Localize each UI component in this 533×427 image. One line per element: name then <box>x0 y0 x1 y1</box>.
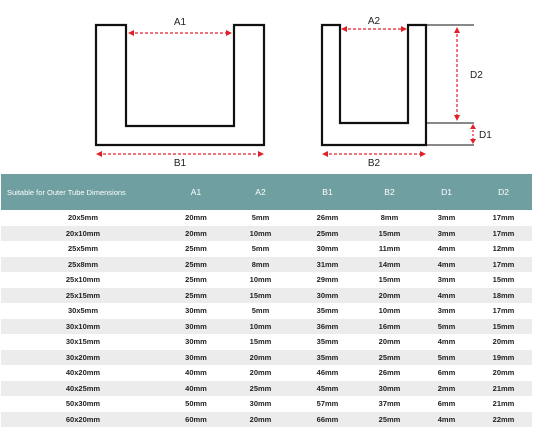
b1-arrow-left <box>96 151 102 157</box>
cell-b1: 29mm <box>294 272 361 288</box>
cell-d1: 6mm <box>418 396 475 412</box>
cell-a1: 20mm <box>165 226 227 242</box>
b2-arrow-right <box>420 151 426 157</box>
cell-a1: 25mm <box>165 241 227 257</box>
cell-a2: 5mm <box>227 303 294 319</box>
table-row <box>1 350 532 366</box>
cell-b1: 35mm <box>294 303 361 319</box>
cell-b2: 37mm <box>361 396 418 412</box>
cell-a1: 30mm <box>165 350 227 366</box>
cell-a1: 40mm <box>165 365 227 381</box>
d1-label: D1 <box>479 130 492 141</box>
a1-label: A1 <box>174 17 187 28</box>
cell-b1: 57mm <box>294 396 361 412</box>
cell-outer-tube: 25x15mm <box>1 288 165 304</box>
a2-arrow-left <box>341 26 347 32</box>
cell-d2: 17mm <box>475 210 532 226</box>
cell-d1: 4mm <box>418 334 475 350</box>
cell-outer-tube: 25x10mm <box>1 272 165 288</box>
cell-b2: 30mm <box>361 381 418 397</box>
cell-b1: 36mm <box>294 319 361 335</box>
cell-d1: 4mm <box>418 257 475 273</box>
cell-b1: 25mm <box>294 226 361 242</box>
cell-d2: 15mm <box>475 319 532 335</box>
cell-a1: 20mm <box>165 210 227 226</box>
cell-a1: 30mm <box>165 319 227 335</box>
table-row <box>1 396 532 412</box>
cell-b1: 35mm <box>294 334 361 350</box>
cell-outer-tube: 25x5mm <box>1 241 165 257</box>
cell-d2: 17mm <box>475 226 532 242</box>
cell-a2: 5mm <box>227 241 294 257</box>
cell-d2: 17mm <box>475 303 532 319</box>
b1-arrow-right <box>258 151 264 157</box>
b2-label: B2 <box>368 158 381 169</box>
cell-a2: 20mm <box>227 350 294 366</box>
cell-a2: 10mm <box>227 319 294 335</box>
cell-a2: 15mm <box>227 288 294 304</box>
cell-b2: 25mm <box>361 350 418 366</box>
header-b1: B1 <box>294 174 361 210</box>
cell-d2: 18mm <box>475 288 532 304</box>
cell-b1: 26mm <box>294 210 361 226</box>
cell-b1: 46mm <box>294 365 361 381</box>
table-header <box>1 174 532 210</box>
left-channel-profile <box>96 25 264 145</box>
cell-b2: 11mm <box>361 241 418 257</box>
cell-a2: 15mm <box>227 334 294 350</box>
table-row <box>1 319 532 335</box>
cell-d2: 17mm <box>475 257 532 273</box>
cell-d1: 4mm <box>418 241 475 257</box>
table-body <box>1 210 532 427</box>
cell-a2: 10mm <box>227 226 294 242</box>
b2-arrow-left <box>322 151 328 157</box>
a2-label: A2 <box>368 16 381 27</box>
cell-b2: 8mm <box>361 210 418 226</box>
cell-d1: 5mm <box>418 319 475 335</box>
d2-arrow-bottom <box>454 115 460 121</box>
cell-d1: 3mm <box>418 226 475 242</box>
table-row <box>1 241 532 257</box>
channel-diagrams <box>0 0 533 172</box>
cell-d1: 3mm <box>418 210 475 226</box>
table-row <box>1 303 532 319</box>
cell-d2: 19mm <box>475 350 532 366</box>
cell-d1: 3mm <box>418 272 475 288</box>
cell-d2: 15mm <box>475 272 532 288</box>
cell-b1: 45mm <box>294 381 361 397</box>
header-a1: A1 <box>165 174 227 210</box>
cell-d2: 12mm <box>475 241 532 257</box>
cell-b1: 30mm <box>294 241 361 257</box>
cell-a2: 30mm <box>227 396 294 412</box>
d2-label: D2 <box>470 70 483 81</box>
cell-a1: 50mm <box>165 396 227 412</box>
cell-outer-tube: 30x15mm <box>1 334 165 350</box>
header-b2: B2 <box>361 174 418 210</box>
cell-outer-tube: 20x10mm <box>1 226 165 242</box>
cell-a1: 25mm <box>165 272 227 288</box>
b1-label: B1 <box>174 158 187 169</box>
cell-b2: 26mm <box>361 365 418 381</box>
cell-outer-tube: 30x5mm <box>1 303 165 319</box>
cell-b2: 15mm <box>361 272 418 288</box>
cell-outer-tube: 50x30mm <box>1 396 165 412</box>
cell-a2: 20mm <box>227 412 294 427</box>
cell-a2: 10mm <box>227 272 294 288</box>
cell-b1: 31mm <box>294 257 361 273</box>
cell-b2: 20mm <box>361 288 418 304</box>
cell-outer-tube: 30x20mm <box>1 350 165 366</box>
cell-d1: 4mm <box>418 412 475 427</box>
table-row <box>1 365 532 381</box>
cell-b2: 25mm <box>361 412 418 427</box>
header-d1: D1 <box>418 174 475 210</box>
cell-outer-tube: 20x5mm <box>1 210 165 226</box>
table-row <box>1 381 532 397</box>
table-row <box>1 288 532 304</box>
cell-b2: 16mm <box>361 319 418 335</box>
cell-d1: 5mm <box>418 350 475 366</box>
cell-d2: 21mm <box>475 396 532 412</box>
cell-d2: 20mm <box>475 334 532 350</box>
cell-a2: 8mm <box>227 257 294 273</box>
cell-b1: 66mm <box>294 412 361 427</box>
cell-d1: 3mm <box>418 303 475 319</box>
a2-arrow-right <box>401 26 407 32</box>
cell-b2: 10mm <box>361 303 418 319</box>
cell-a2: 5mm <box>227 210 294 226</box>
cell-b2: 15mm <box>361 226 418 242</box>
cell-d1: 2mm <box>418 381 475 397</box>
d1-arrow-bottom <box>470 139 476 144</box>
cell-b2: 20mm <box>361 334 418 350</box>
table-row <box>1 272 532 288</box>
cell-a1: 30mm <box>165 303 227 319</box>
cell-outer-tube: 60x20mm <box>1 412 165 427</box>
cell-a1: 40mm <box>165 381 227 397</box>
cell-d2: 20mm <box>475 365 532 381</box>
cell-b1: 30mm <box>294 288 361 304</box>
cell-a1: 25mm <box>165 257 227 273</box>
cell-a1: 30mm <box>165 334 227 350</box>
header-outer-tube: Suitable for Outer Tube Dimensions <box>1 174 165 210</box>
header-d2: D2 <box>475 174 532 210</box>
cell-b1: 35mm <box>294 350 361 366</box>
header-a2: A2 <box>227 174 294 210</box>
table-row <box>1 412 532 427</box>
a1-arrow-right <box>226 30 232 36</box>
table-row <box>1 210 532 226</box>
dimensions-table <box>1 174 532 427</box>
cell-d1: 6mm <box>418 365 475 381</box>
cell-d2: 21mm <box>475 381 532 397</box>
cell-a1: 25mm <box>165 288 227 304</box>
d2-arrow-top <box>454 27 460 33</box>
table-row <box>1 334 532 350</box>
cell-outer-tube: 40x25mm <box>1 381 165 397</box>
d1-arrow-top <box>470 124 476 129</box>
cell-b2: 14mm <box>361 257 418 273</box>
cell-outer-tube: 25x8mm <box>1 257 165 273</box>
table-row <box>1 226 532 242</box>
cell-a2: 25mm <box>227 381 294 397</box>
cell-d2: 22mm <box>475 412 532 427</box>
a1-arrow-left <box>128 30 134 36</box>
right-channel-profile <box>322 25 426 145</box>
cell-outer-tube: 30x10mm <box>1 319 165 335</box>
cell-d1: 4mm <box>418 288 475 304</box>
cell-a1: 60mm <box>165 412 227 427</box>
table-row <box>1 257 532 273</box>
cell-a2: 20mm <box>227 365 294 381</box>
cell-outer-tube: 40x20mm <box>1 365 165 381</box>
